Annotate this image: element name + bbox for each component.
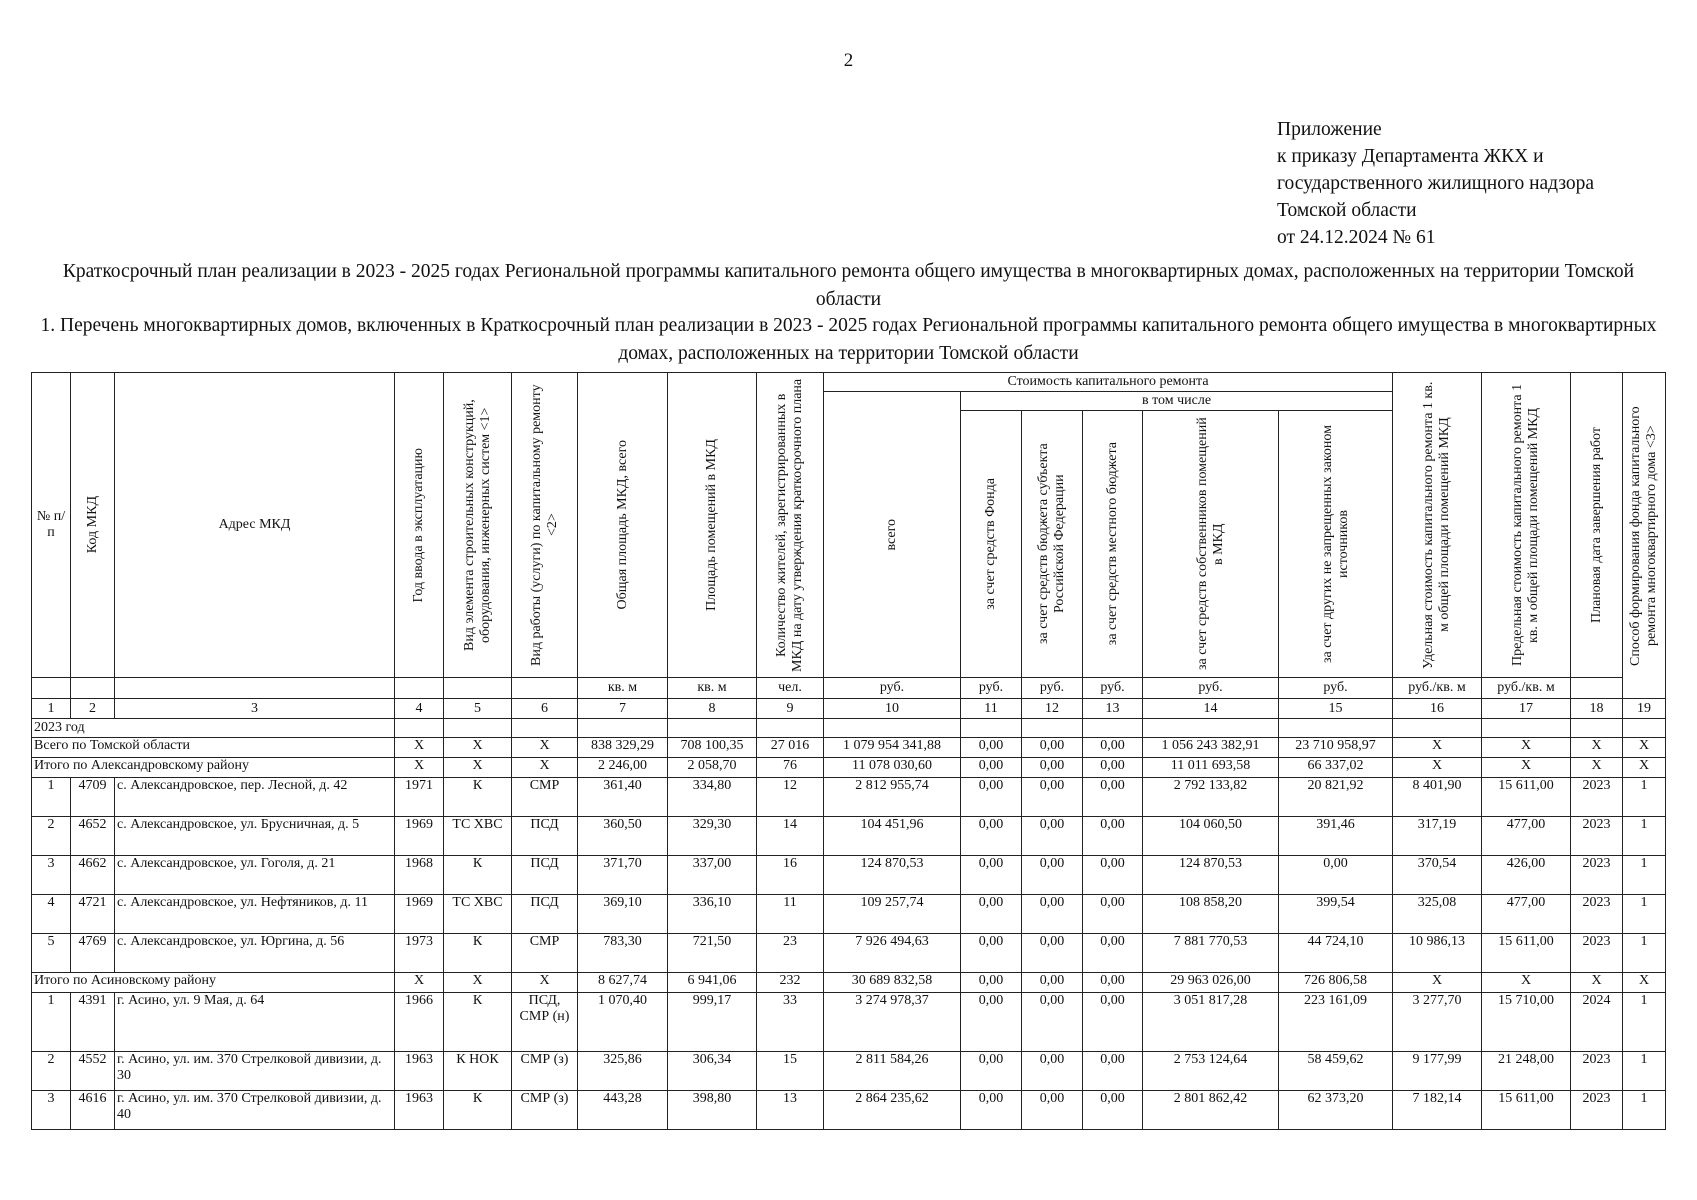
summary-cell: 11 078 030,60 (824, 758, 961, 778)
cell-element: К (444, 934, 512, 973)
cell-premises-area: 999,17 (668, 993, 757, 1052)
cell-local-budget: 0,00 (1083, 895, 1143, 934)
unit-cell: руб. (824, 678, 961, 699)
appendix-line: от 24.12.2024 № 61 (1277, 227, 1436, 248)
column-number: 11 (961, 699, 1022, 719)
cell-work: СМР (з) (512, 1052, 578, 1091)
cell-fund-method: 1 (1623, 895, 1666, 934)
cell-subject-budget: 0,00 (1022, 934, 1083, 973)
header-address: Адрес МКД (115, 373, 395, 678)
year-row (32, 719, 1666, 738)
cell-owners: 7 881 770,53 (1143, 934, 1279, 973)
column-number: 15 (1279, 699, 1393, 719)
cell-work: СМР (512, 934, 578, 973)
cell-other: 399,54 (1279, 895, 1393, 934)
column-number: 2 (71, 699, 115, 719)
summary-cell: X (1393, 973, 1482, 993)
units-row (32, 678, 1666, 699)
header-code (71, 373, 115, 678)
header-subject-budget (1022, 411, 1083, 678)
cell-work: СМР (з) (512, 1091, 578, 1130)
summary-cell: X (1571, 758, 1623, 778)
cell-code: 4552 (71, 1052, 115, 1091)
cell-planned-date: 2023 (1571, 856, 1623, 895)
column-number: 5 (444, 699, 512, 719)
unit-cell: чел. (757, 678, 824, 699)
header-element (444, 373, 512, 678)
summary-cell: 1 079 954 341,88 (824, 738, 961, 758)
header-local-budget-text: за счет средств местного бюджета (1104, 442, 1120, 646)
cell-fund: 0,00 (961, 1091, 1022, 1130)
cell-element: К (444, 856, 512, 895)
cell-other: 0,00 (1279, 856, 1393, 895)
summary-cell: X (512, 973, 578, 993)
column-number: 18 (1571, 699, 1623, 719)
cell-fund: 0,00 (961, 856, 1022, 895)
cell-unit-cost: 7 182,14 (1393, 1091, 1482, 1130)
cell-planned-date: 2023 (1571, 1052, 1623, 1091)
header-premises-area-text: Площадь помещений в МКД (704, 439, 719, 611)
cell-planned-date: 2023 (1571, 778, 1623, 817)
column-number: 14 (1143, 699, 1279, 719)
summary-cell: 708 100,35 (668, 738, 757, 758)
cell-fund: 0,00 (961, 934, 1022, 973)
cell-fund-method: 1 (1623, 778, 1666, 817)
header-other-text: за счет других не запрещенных законом источников (1319, 425, 1351, 663)
cell-planned-date: 2023 (1571, 934, 1623, 973)
header-other (1279, 411, 1393, 678)
cell-unit-cost: 9 177,99 (1393, 1052, 1482, 1091)
table-row (32, 895, 1666, 934)
document-title: Краткосрочный план реализации в 2023 - 2025 годах Региональной программы капитального ремонта общего имущества в многоквартирных домах, расположенных на территории Томской области (62, 261, 1635, 310)
cell-subject-budget: 0,00 (1022, 856, 1083, 895)
header-fund (961, 411, 1022, 678)
cell-premises-area: 306,34 (668, 1052, 757, 1091)
column-number: 6 (512, 699, 578, 719)
unit-cell: руб. (1143, 678, 1279, 699)
summary-cell: 29 963 026,00 (1143, 973, 1279, 993)
cell-premises-area: 337,00 (668, 856, 757, 895)
cell-owners: 2 792 133,82 (1143, 778, 1279, 817)
cell-work: СМР (512, 778, 578, 817)
cell-element: К (444, 778, 512, 817)
header-unit-cost (1393, 373, 1482, 678)
cell-cost-total: 3 274 978,37 (824, 993, 961, 1052)
cell-unit-cost: 3 277,70 (1393, 993, 1482, 1052)
summary-cell: 0,00 (1022, 738, 1083, 758)
cell-unit-cost: 325,08 (1393, 895, 1482, 934)
summary-cell: 30 689 832,58 (824, 973, 961, 993)
header-total-area-text: Общая площадь МКД, всего (614, 440, 630, 610)
summary-cell: X (1393, 738, 1482, 758)
column-number: 8 (668, 699, 757, 719)
header-year (395, 373, 444, 678)
cell-work: ПСД (512, 856, 578, 895)
cell-work: ПСД, СМР (н) (512, 993, 578, 1052)
unit-cell: руб. (1279, 678, 1393, 699)
summary-cell: 11 011 693,58 (1143, 758, 1279, 778)
column-number: 7 (578, 699, 668, 719)
cell-work: ПСД (512, 895, 578, 934)
column-number: 9 (757, 699, 824, 719)
cell-address: с. Александровское, ул. Брусничная, д. 5 (115, 817, 395, 856)
cell-num: 5 (32, 934, 71, 973)
cell-cost-total: 104 451,96 (824, 817, 961, 856)
summary-cell: X (395, 738, 444, 758)
cell-num: 4 (32, 895, 71, 934)
summary-cell: 2 058,70 (668, 758, 757, 778)
summary-cell: 0,00 (961, 758, 1022, 778)
cell-code: 4616 (71, 1091, 115, 1130)
cell-total-area: 325,86 (578, 1052, 668, 1091)
summary-cell: 0,00 (1083, 973, 1143, 993)
cell-premises-area: 334,80 (668, 778, 757, 817)
summary-cell: 0,00 (961, 738, 1022, 758)
cell-residents: 14 (757, 817, 824, 856)
cell-year: 1966 (395, 993, 444, 1052)
appendix-line: Приложение (1277, 119, 1382, 140)
cell-residents: 15 (757, 1052, 824, 1091)
cell-limit-cost: 21 248,00 (1482, 1052, 1571, 1091)
header-limit-cost-text: Предельная стоимость капитального ремонта 1 кв. м общей площади помещений МКД (1510, 383, 1541, 667)
cell-address: г. Асино, ул. 9 Мая, д. 64 (115, 993, 395, 1052)
summary-cell: X (1571, 738, 1623, 758)
header-including: в том числе (961, 392, 1393, 411)
summary-cell: X (1571, 973, 1623, 993)
header-local-budget (1083, 411, 1143, 678)
cell-year: 1968 (395, 856, 444, 895)
cell-cost-total: 2 812 955,74 (824, 778, 961, 817)
column-number: 3 (115, 699, 395, 719)
summary-cell: X (1482, 738, 1571, 758)
column-number: 12 (1022, 699, 1083, 719)
cell-fund: 0,00 (961, 817, 1022, 856)
header-fund-text: за счет средств Фонда (983, 478, 998, 610)
cell-fund: 0,00 (961, 778, 1022, 817)
unit-cell: руб./кв. м (1393, 678, 1482, 699)
header-planned-date (1571, 373, 1623, 678)
cell-other: 223 161,09 (1279, 993, 1393, 1052)
summary-cell: 0,00 (961, 973, 1022, 993)
cell-owners: 2 801 862,42 (1143, 1091, 1279, 1130)
header-total-area (578, 373, 668, 678)
cell-other: 44 724,10 (1279, 934, 1393, 973)
column-number: 19 (1623, 699, 1666, 719)
cell-total-area: 443,28 (578, 1091, 668, 1130)
summary-label: Итого по Александровскому району (32, 758, 395, 778)
summary-cell: X (512, 758, 578, 778)
unit-cell: руб. (1083, 678, 1143, 699)
cell-element: К (444, 1091, 512, 1130)
cell-total-area: 1 070,40 (578, 993, 668, 1052)
cell-limit-cost: 477,00 (1482, 895, 1571, 934)
summary-cell: 0,00 (1083, 758, 1143, 778)
cell-num: 1 (32, 778, 71, 817)
cell-total-area: 371,70 (578, 856, 668, 895)
appendix-line: Томской области (1277, 200, 1417, 221)
summary-cell: 0,00 (1083, 738, 1143, 758)
cell-address: с. Александровское, пер. Лесной, д. 42 (115, 778, 395, 817)
column-number: 10 (824, 699, 961, 719)
cell-owners: 124 870,53 (1143, 856, 1279, 895)
cell-limit-cost: 15 710,00 (1482, 993, 1571, 1052)
summary-cell: X (1482, 758, 1571, 778)
cell-planned-date: 2023 (1571, 817, 1623, 856)
cell-fund: 0,00 (961, 1052, 1022, 1091)
cell-fund-method: 1 (1623, 1052, 1666, 1091)
cell-code: 4391 (71, 993, 115, 1052)
summary-cell: 76 (757, 758, 824, 778)
unit-cell: руб. (1022, 678, 1083, 699)
cell-code: 4709 (71, 778, 115, 817)
cell-residents: 11 (757, 895, 824, 934)
cell-residents: 23 (757, 934, 824, 973)
header-owners (1143, 411, 1279, 678)
table-row (32, 993, 1666, 1052)
summary-cell: 838 329,29 (578, 738, 668, 758)
summary-row-district (32, 758, 1666, 778)
table-row (32, 1091, 1666, 1130)
cell-local-budget: 0,00 (1083, 934, 1143, 973)
column-number: 1 (32, 699, 71, 719)
cell-subject-budget: 0,00 (1022, 1052, 1083, 1091)
cell-year: 1969 (395, 895, 444, 934)
cell-limit-cost: 477,00 (1482, 817, 1571, 856)
cell-unit-cost: 10 986,13 (1393, 934, 1482, 973)
summary-cell: X (1482, 973, 1571, 993)
table-row (32, 817, 1666, 856)
summary-cell: X (1393, 758, 1482, 778)
section-title: 1. Перечень многоквартирных домов, включенных в Краткосрочный план реализации в 2023 - 2025 годах Региональной программы капитального ремонта общего имущества в многоквартирных домах, расположенных на территории Томской области (40, 315, 1657, 364)
summary-cell: 8 627,74 (578, 973, 668, 993)
cell-premises-area: 398,80 (668, 1091, 757, 1130)
header-limit-cost (1482, 373, 1571, 678)
cell-element: ТС ХВС (444, 895, 512, 934)
unit-cell: руб. (961, 678, 1022, 699)
header-cost-total-text: всего (884, 518, 899, 551)
cell-planned-date: 2023 (1571, 1091, 1623, 1130)
cell-owners: 2 753 124,64 (1143, 1052, 1279, 1091)
header-num: № п/п (32, 373, 71, 678)
header-residents-text: Количество жителей, зарегистрированных в МКД на дату утверждения краткосрочного плана (774, 378, 805, 672)
cell-residents: 16 (757, 856, 824, 895)
cell-fund-method: 1 (1623, 934, 1666, 973)
cell-residents: 33 (757, 993, 824, 1052)
header-cost-group: Стоимость капитального ремонта (824, 373, 1393, 392)
cell-limit-cost: 426,00 (1482, 856, 1571, 895)
header-work (512, 373, 578, 678)
cell-other: 391,46 (1279, 817, 1393, 856)
cell-subject-budget: 0,00 (1022, 778, 1083, 817)
summary-row-district (32, 973, 1666, 993)
header-fund-method (1623, 373, 1666, 699)
cell-fund: 0,00 (961, 895, 1022, 934)
column-number: 17 (1482, 699, 1571, 719)
cell-fund: 0,00 (961, 993, 1022, 1052)
summary-cell: X (444, 738, 512, 758)
cell-subject-budget: 0,00 (1022, 993, 1083, 1052)
summary-label: Всего по Томской области (32, 738, 395, 758)
summary-cell: 726 806,58 (1279, 973, 1393, 993)
header-fund-method-text: Способ формирования фонда капитального ремонта многоквартирного дома <3> (1628, 405, 1659, 666)
column-numbers-row (32, 699, 1666, 719)
cell-unit-cost: 8 401,90 (1393, 778, 1482, 817)
cell-other: 20 821,92 (1279, 778, 1393, 817)
cell-residents: 12 (757, 778, 824, 817)
cell-num: 2 (32, 817, 71, 856)
cell-planned-date: 2024 (1571, 993, 1623, 1052)
summary-cell: 23 710 958,97 (1279, 738, 1393, 758)
cell-address: г. Асино, ул. им. 370 Стрелковой дивизии, д. 30 (115, 1052, 395, 1091)
cell-premises-area: 336,10 (668, 895, 757, 934)
appendix-block (1277, 116, 1594, 251)
cell-local-budget: 0,00 (1083, 817, 1143, 856)
cell-limit-cost: 15 611,00 (1482, 934, 1571, 973)
header-cost-total (824, 392, 961, 678)
summary-cell: 2 246,00 (578, 758, 668, 778)
cell-cost-total: 2 811 584,26 (824, 1052, 961, 1091)
year-label: 2023 год (32, 719, 395, 738)
cell-fund-method: 1 (1623, 1091, 1666, 1130)
unit-cell: кв. м (668, 678, 757, 699)
column-number: 16 (1393, 699, 1482, 719)
cell-local-budget: 0,00 (1083, 1052, 1143, 1091)
header-work-text: Вид работы (услуги) по капитальному ремонту <2> (528, 384, 560, 666)
summary-cell: X (1623, 738, 1666, 758)
cell-planned-date: 2023 (1571, 895, 1623, 934)
header-residents (757, 373, 824, 678)
header-premises-area (668, 373, 757, 678)
header-element-text: Вид элемента строительных конструкций, оборудования, инженерных систем <1> (461, 399, 493, 651)
cell-cost-total: 7 926 494,63 (824, 934, 961, 973)
summary-row-region (32, 738, 1666, 758)
summary-cell: 232 (757, 973, 824, 993)
summary-cell: X (395, 758, 444, 778)
cell-other: 62 373,20 (1279, 1091, 1393, 1130)
summary-cell: X (1623, 973, 1666, 993)
cell-fund-method: 1 (1623, 817, 1666, 856)
cell-year: 1971 (395, 778, 444, 817)
summary-cell: X (444, 973, 512, 993)
table-row (32, 1052, 1666, 1091)
appendix-line: государственного жилищного надзора (1277, 173, 1595, 194)
cell-local-budget: 0,00 (1083, 993, 1143, 1052)
cell-total-area: 369,10 (578, 895, 668, 934)
cell-fund-method: 1 (1623, 993, 1666, 1052)
cell-subject-budget: 0,00 (1022, 895, 1083, 934)
summary-cell: X (1623, 758, 1666, 778)
cell-code: 4721 (71, 895, 115, 934)
cell-local-budget: 0,00 (1083, 778, 1143, 817)
cell-num: 3 (32, 856, 71, 895)
unit-cell: кв. м (578, 678, 668, 699)
appendix-line: к приказу Департамента ЖКХ и (1277, 146, 1544, 167)
summary-label: Итого по Асиновскому району (32, 973, 395, 993)
summary-cell: 0,00 (1022, 758, 1083, 778)
cell-total-area: 783,30 (578, 934, 668, 973)
cell-year: 1969 (395, 817, 444, 856)
cell-code: 4769 (71, 934, 115, 973)
cell-num: 2 (32, 1052, 71, 1091)
header-owners-text: за счет средств собственников помещений в МКД (1194, 417, 1226, 671)
table-row (32, 934, 1666, 973)
cell-code: 4662 (71, 856, 115, 895)
cell-address: г. Асино, ул. им. 370 Стрелковой дивизии, д. 40 (115, 1091, 395, 1130)
cell-owners: 3 051 817,28 (1143, 993, 1279, 1052)
header-subject-budget-text: за счет средств бюджета субъекта Российской Федерации (1036, 443, 1067, 645)
cell-address: с. Александровское, ул. Нефтяников, д. 11 (115, 895, 395, 934)
cell-unit-cost: 317,19 (1393, 817, 1482, 856)
header-year-text: Год ввода в эксплуатацию (411, 447, 426, 603)
cell-year: 1973 (395, 934, 444, 973)
buildings-table (31, 372, 1666, 1130)
cell-local-budget: 0,00 (1083, 1091, 1143, 1130)
summary-cell: 27 016 (757, 738, 824, 758)
cell-num: 3 (32, 1091, 71, 1130)
cell-premises-area: 329,30 (668, 817, 757, 856)
cell-owners: 108 858,20 (1143, 895, 1279, 934)
summary-cell: 0,00 (1022, 973, 1083, 993)
cell-address: с. Александровское, ул. Юргина, д. 56 (115, 934, 395, 973)
page-number: 2 (843, 50, 854, 71)
summary-cell: 6 941,06 (668, 973, 757, 993)
cell-limit-cost: 15 611,00 (1482, 1091, 1571, 1130)
cell-premises-area: 721,50 (668, 934, 757, 973)
cell-subject-budget: 0,00 (1022, 817, 1083, 856)
unit-cell: руб./кв. м (1482, 678, 1571, 699)
cell-element: ТС ХВС (444, 817, 512, 856)
header-code-text: Код МКД (84, 496, 100, 554)
cell-year: 1963 (395, 1052, 444, 1091)
cell-cost-total: 109 257,74 (824, 895, 961, 934)
cell-address: с. Александровское, ул. Гоголя, д. 21 (115, 856, 395, 895)
cell-local-budget: 0,00 (1083, 856, 1143, 895)
cell-total-area: 360,50 (578, 817, 668, 856)
summary-cell: X (395, 973, 444, 993)
cell-num: 1 (32, 993, 71, 1052)
cell-year: 1963 (395, 1091, 444, 1130)
column-number: 4 (395, 699, 444, 719)
header-planned-date-text: Плановая дата завершения работ (1588, 426, 1604, 624)
summary-cell: X (512, 738, 578, 758)
cell-fund-method: 1 (1623, 856, 1666, 895)
summary-cell: 1 056 243 382,91 (1143, 738, 1279, 758)
header-unit-cost-text: Удельная стоимость капитального ремонта 1 кв. м общей площади помещений МКД (1421, 381, 1452, 669)
cell-owners: 104 060,50 (1143, 817, 1279, 856)
cell-limit-cost: 15 611,00 (1482, 778, 1571, 817)
cell-cost-total: 124 870,53 (824, 856, 961, 895)
cell-unit-cost: 370,54 (1393, 856, 1482, 895)
cell-element: К НОК (444, 1052, 512, 1091)
table-row (32, 856, 1666, 895)
cell-cost-total: 2 864 235,62 (824, 1091, 961, 1130)
summary-cell: 66 337,02 (1279, 758, 1393, 778)
cell-work: ПСД (512, 817, 578, 856)
summary-cell: X (444, 758, 512, 778)
cell-subject-budget: 0,00 (1022, 1091, 1083, 1130)
cell-total-area: 361,40 (578, 778, 668, 817)
cell-code: 4652 (71, 817, 115, 856)
column-number: 13 (1083, 699, 1143, 719)
table-row (32, 778, 1666, 817)
cell-other: 58 459,62 (1279, 1052, 1393, 1091)
cell-residents: 13 (757, 1091, 824, 1130)
cell-element: К (444, 993, 512, 1052)
